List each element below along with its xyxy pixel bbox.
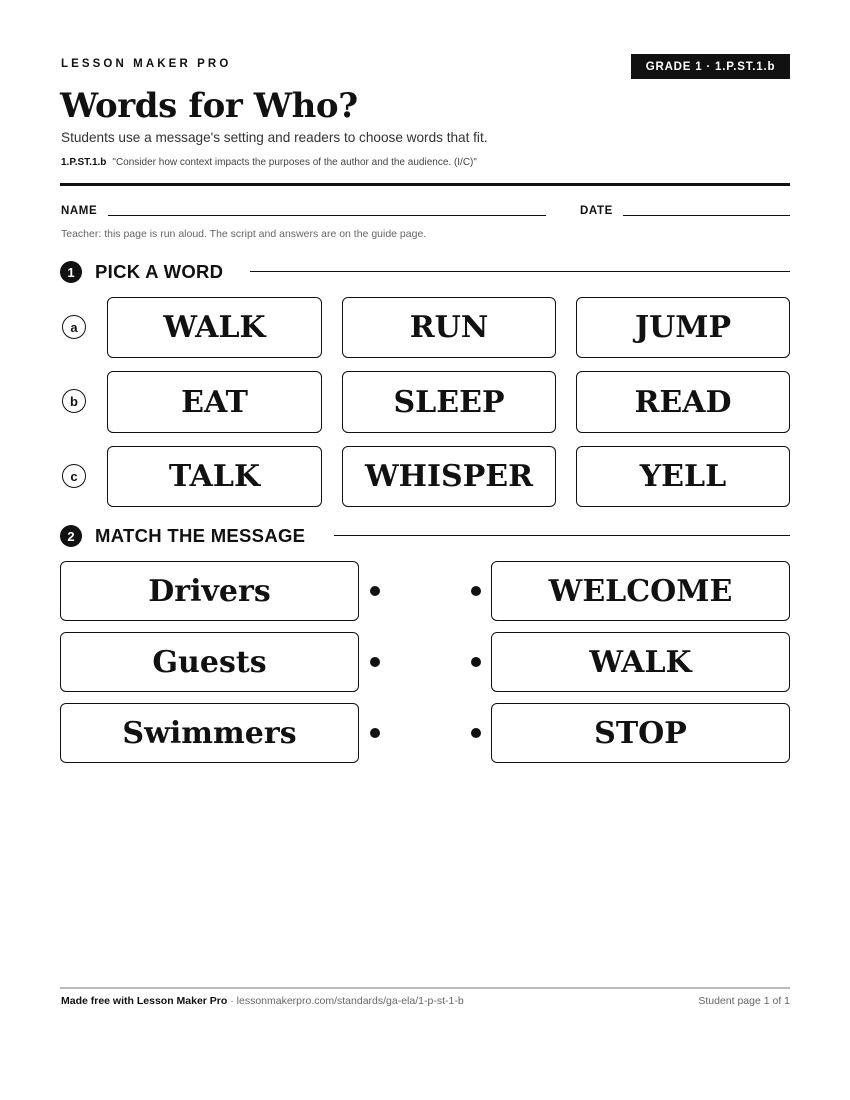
footer-made-with: Made free with Lesson Maker Pro <box>61 995 228 1007</box>
word-option[interactable]: EAT <box>107 371 322 433</box>
audience-box[interactable]: Drivers <box>60 561 359 621</box>
brand-name: LESSON MAKER PRO <box>61 58 232 70</box>
section-1-number: 1 <box>60 261 82 283</box>
teacher-note: Teacher: this page is run aloud. The script and answers are on the guide page. <box>61 228 427 240</box>
grade-badge: GRADE 1 · 1.P.ST.1.b <box>631 54 790 79</box>
footer-page-number: Student page 1 of 1 <box>698 995 790 1007</box>
standard-text: "Consider how context impacts the purposes of the author and the audience. (I/C)" <box>112 157 477 168</box>
page-subtitle: Students use a message's setting and readers to choose words that fit. <box>61 130 488 145</box>
word-option[interactable]: TALK <box>107 446 322 507</box>
footer-credit <box>61 995 464 1007</box>
date-field[interactable] <box>623 215 790 216</box>
match-dot[interactable] <box>370 728 380 738</box>
name-field[interactable] <box>108 215 546 216</box>
word-option[interactable]: RUN <box>342 297 556 358</box>
page-title: Words for Who? <box>60 86 358 126</box>
word-option[interactable]: READ <box>576 371 790 433</box>
match-dot[interactable] <box>471 657 481 667</box>
section-1-title: PICK A WORD <box>95 261 224 282</box>
section-2-number: 2 <box>60 525 82 547</box>
word-option[interactable]: JUMP <box>576 297 790 358</box>
row-letter-a: a <box>62 315 86 339</box>
section-1-rule <box>250 271 790 272</box>
standard-line <box>61 157 477 168</box>
message-box[interactable]: WALK <box>491 632 790 692</box>
word-option[interactable]: YELL <box>576 446 790 507</box>
match-dot[interactable] <box>370 657 380 667</box>
message-box[interactable]: STOP <box>491 703 790 763</box>
message-box[interactable]: WELCOME <box>491 561 790 621</box>
word-option[interactable]: WHISPER <box>342 446 556 507</box>
match-dot[interactable] <box>471 586 481 596</box>
standard-code: 1.P.ST.1.b <box>61 157 107 168</box>
date-label: DATE <box>580 205 613 217</box>
row-letter-c: c <box>62 464 86 488</box>
word-option[interactable]: WALK <box>107 297 322 358</box>
header-divider <box>60 183 790 186</box>
match-dot[interactable] <box>471 728 481 738</box>
match-dot[interactable] <box>370 586 380 596</box>
section-2-rule <box>334 535 790 536</box>
section-2-title: MATCH THE MESSAGE <box>95 525 306 546</box>
section-2-heading <box>60 525 305 547</box>
row-letter-b: b <box>62 389 86 413</box>
audience-box[interactable]: Swimmers <box>60 703 359 763</box>
name-label: NAME <box>61 205 98 217</box>
footer-url[interactable]: · lessonmakerpro.com/standards/ga-ela/1-p-st-1-b <box>227 995 464 1007</box>
footer-divider <box>60 987 790 989</box>
word-option[interactable]: SLEEP <box>342 371 556 433</box>
audience-box[interactable]: Guests <box>60 632 359 692</box>
section-1-heading <box>60 261 223 283</box>
